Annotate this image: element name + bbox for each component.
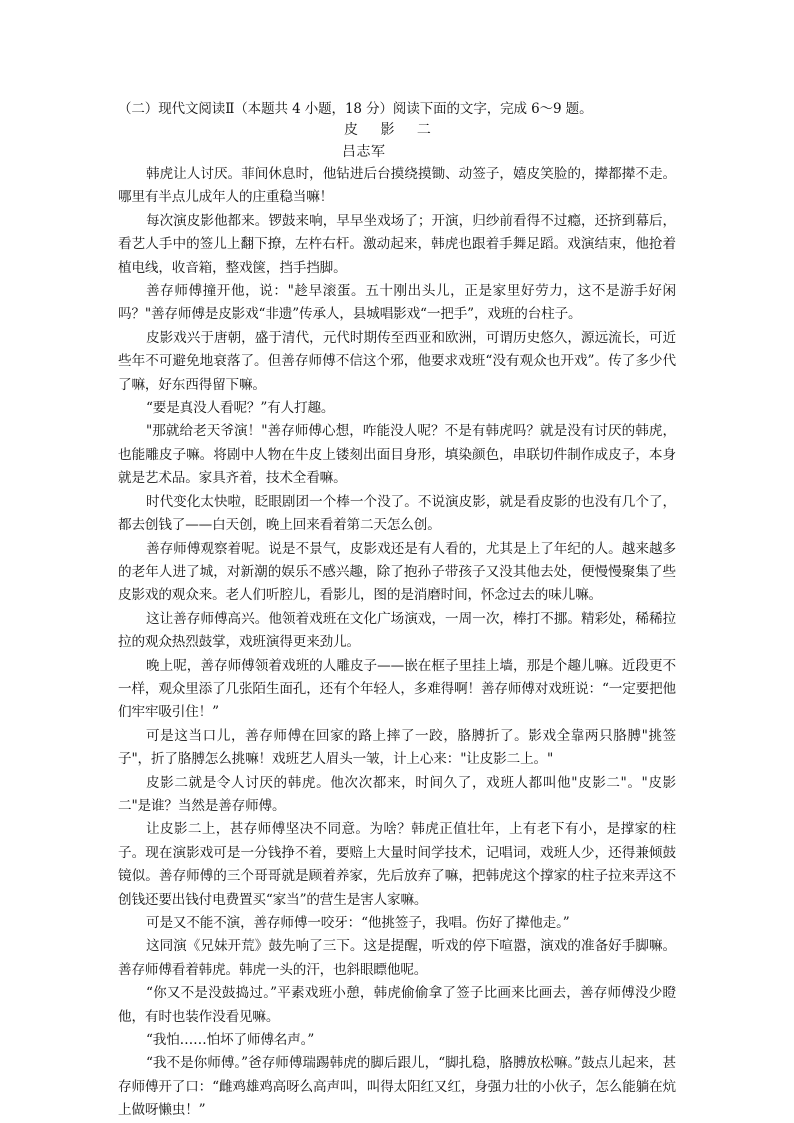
paragraph: 可是又不能不演，善存师傅一咬牙：“他挑签子，我唱。伤好了撵他走。”: [146, 915, 570, 931]
story-author: 吕志军: [342, 144, 386, 160]
paragraph: “我不是你师傅。”爸存师傅瑞踢韩虎的脚后跟儿，“脚扎稳，胳膊放松嘛。”鼓点儿起来，甚存师傅开了口：“雌鸡雄鸡高呀么高声叫，叫得太阳红又红，身强力壮的小伙子，怎么能躺在炕上做呀懒虫！”: [118, 1055, 676, 1119]
paragraph: 善存师傅观察着呢。说是不景气，皮影戏还是有人看的，尤其是上了年纪的人。越来越多的老年人进了城，对新潮的娱乐不感兴趣，除了抱孙子带孩子又没其他去处，便慢慢聚集了些皮影戏的观众来。老人们听腔儿，看影儿，图的是消磨时间，怀念过去的味儿嘛。: [118, 540, 676, 604]
paragraph: 晚上呢，善存师傅领着戏班的人雕皮子——嵌在框子里挂上墙，那是个趣儿嘛。近段更不一样，观众里添了几张陌生面孔，还有个年轻人，多难得啊！善存师傅对戏班说：“一定要把他们牢牢吸引住！”: [118, 657, 676, 721]
document-body: [118, 98, 676, 1123]
paragraph: 每次演皮影他都来。锣鼓来响，早早坐戏场了；开演，归纱前看得不过瘾，还挤到幕后，看艺人手中的签儿上翻下撩，左杵右杆。激动起来，韩虎也跟着手舞足蹈。戏演结束，他抢着植电线，收音箱，整戏箧，挡手挡脚。: [118, 212, 676, 276]
paragraph: “要是真没人看呢？”有人打趣。: [146, 400, 335, 417]
paragraph: 皮影二就是令人讨厌的韩虎。他次次都来，时间久了，戏班人都叫他"皮影二"。"皮影二"是谁？当然是善存师傅。: [118, 774, 676, 814]
story-title: 皮 影 二: [344, 122, 440, 138]
paragraph: 可是这当口儿，善存师傅在回家的路上摔了一跤，胳膊折了。影戏全靠两只胳膊"挑签子"，折了胳膊怎么挑嘛！戏班艺人眉头一皱，计上心来："让皮影二上。": [118, 727, 676, 768]
paragraph: 韩虎让人讨厌。菲间休息时，他钻进后台摸绕摸锄、动签子，嬉皮笑脸的，撵都撵不走。哪里有半点儿成年人的庄重稳当嘛！: [118, 166, 676, 206]
paragraph: "那就给老天爷演！"善存师傅心想，咋能没人呢？不是有韩虎吗？就是没有讨厌的韩虎，也能雕皮子嘛。将剧中人物在牛皮上镂刻出面目身形，填染颜色，串联切件制作成皮子，本身就是艺术品。家具齐着，技术全看嘛。: [118, 423, 676, 487]
paragraph: “我怕……怕坏了师傅名声。”: [146, 1032, 315, 1049]
paragraph: 善存师傅撞开他，说："趁早滚蛋。五十刚出头儿，正是家里好劳力，这不是游手好闲吗？"善存师傅是皮影戏“非遗”传承人，县城唱影戏“一把手”，戏班的台柱子。: [118, 283, 676, 323]
paragraph: 这让善存师傅高兴。他领着戏班在文化广场演戏，一周一次，棒打不挪。精彩处，稀稀拉拉的观众热烈鼓掌，戏班演得更来劲儿。: [118, 610, 676, 651]
paragraph: 让皮影二上，甚存师傅坚决不同意。为啥？韩虎正值壮年，上有老下有小，是撑家的柱子。现在演影戏可是一分钱挣不着，要赔上大量时间学技术，记唱词，戏班人少，还得兼倾鼓镜似。善存师傅的三个哥哥就是顾着养家，先后放弃了嘛，把韩虎这个撑家的柱子拉来弄这不创钱还要出钱付电费置买“家当”的营生是害人家嘛。: [118, 821, 676, 908]
paragraph: 这同演《兄妹开荒》鼓先响了三下。这是提醒，听戏的停下喧嚣，演戏的准备好手脚嘛。善存师傅看着韩虎。韩虎一头的汗，也斜眼瞟他呢。: [118, 938, 676, 978]
paragraph: 时代变化太快啦，眨眼剧团一个棒一个没了。不说演皮影，就是看皮影的也没有几个了，都去创钱了——白天创，晚上回来看着第二天怎么创。: [118, 493, 676, 534]
paragraph: “你又不是没鼓捣过。”平素戏班小憩，韩虎偷偷拿了签子比画来比画去，善存师傅没少瞪他，有时也装作没看见嘛。: [118, 985, 676, 1025]
paragraph: 皮影戏兴于唐朝，盛于清代，元代时期传至西亚和欧洲，可谓历史悠久，源远流长，可近些年不可避免地衰落了。但善存师傅不信这个邪，他要求戏班“没有观众也开戏”。传了多少代了嘛，好东西得留下嘛。: [118, 329, 676, 393]
section-heading: （二）现代文阅读Ⅱ（本题共 4 小题，18 分）阅读下面的文字，完成 6～9 题。: [118, 101, 593, 117]
